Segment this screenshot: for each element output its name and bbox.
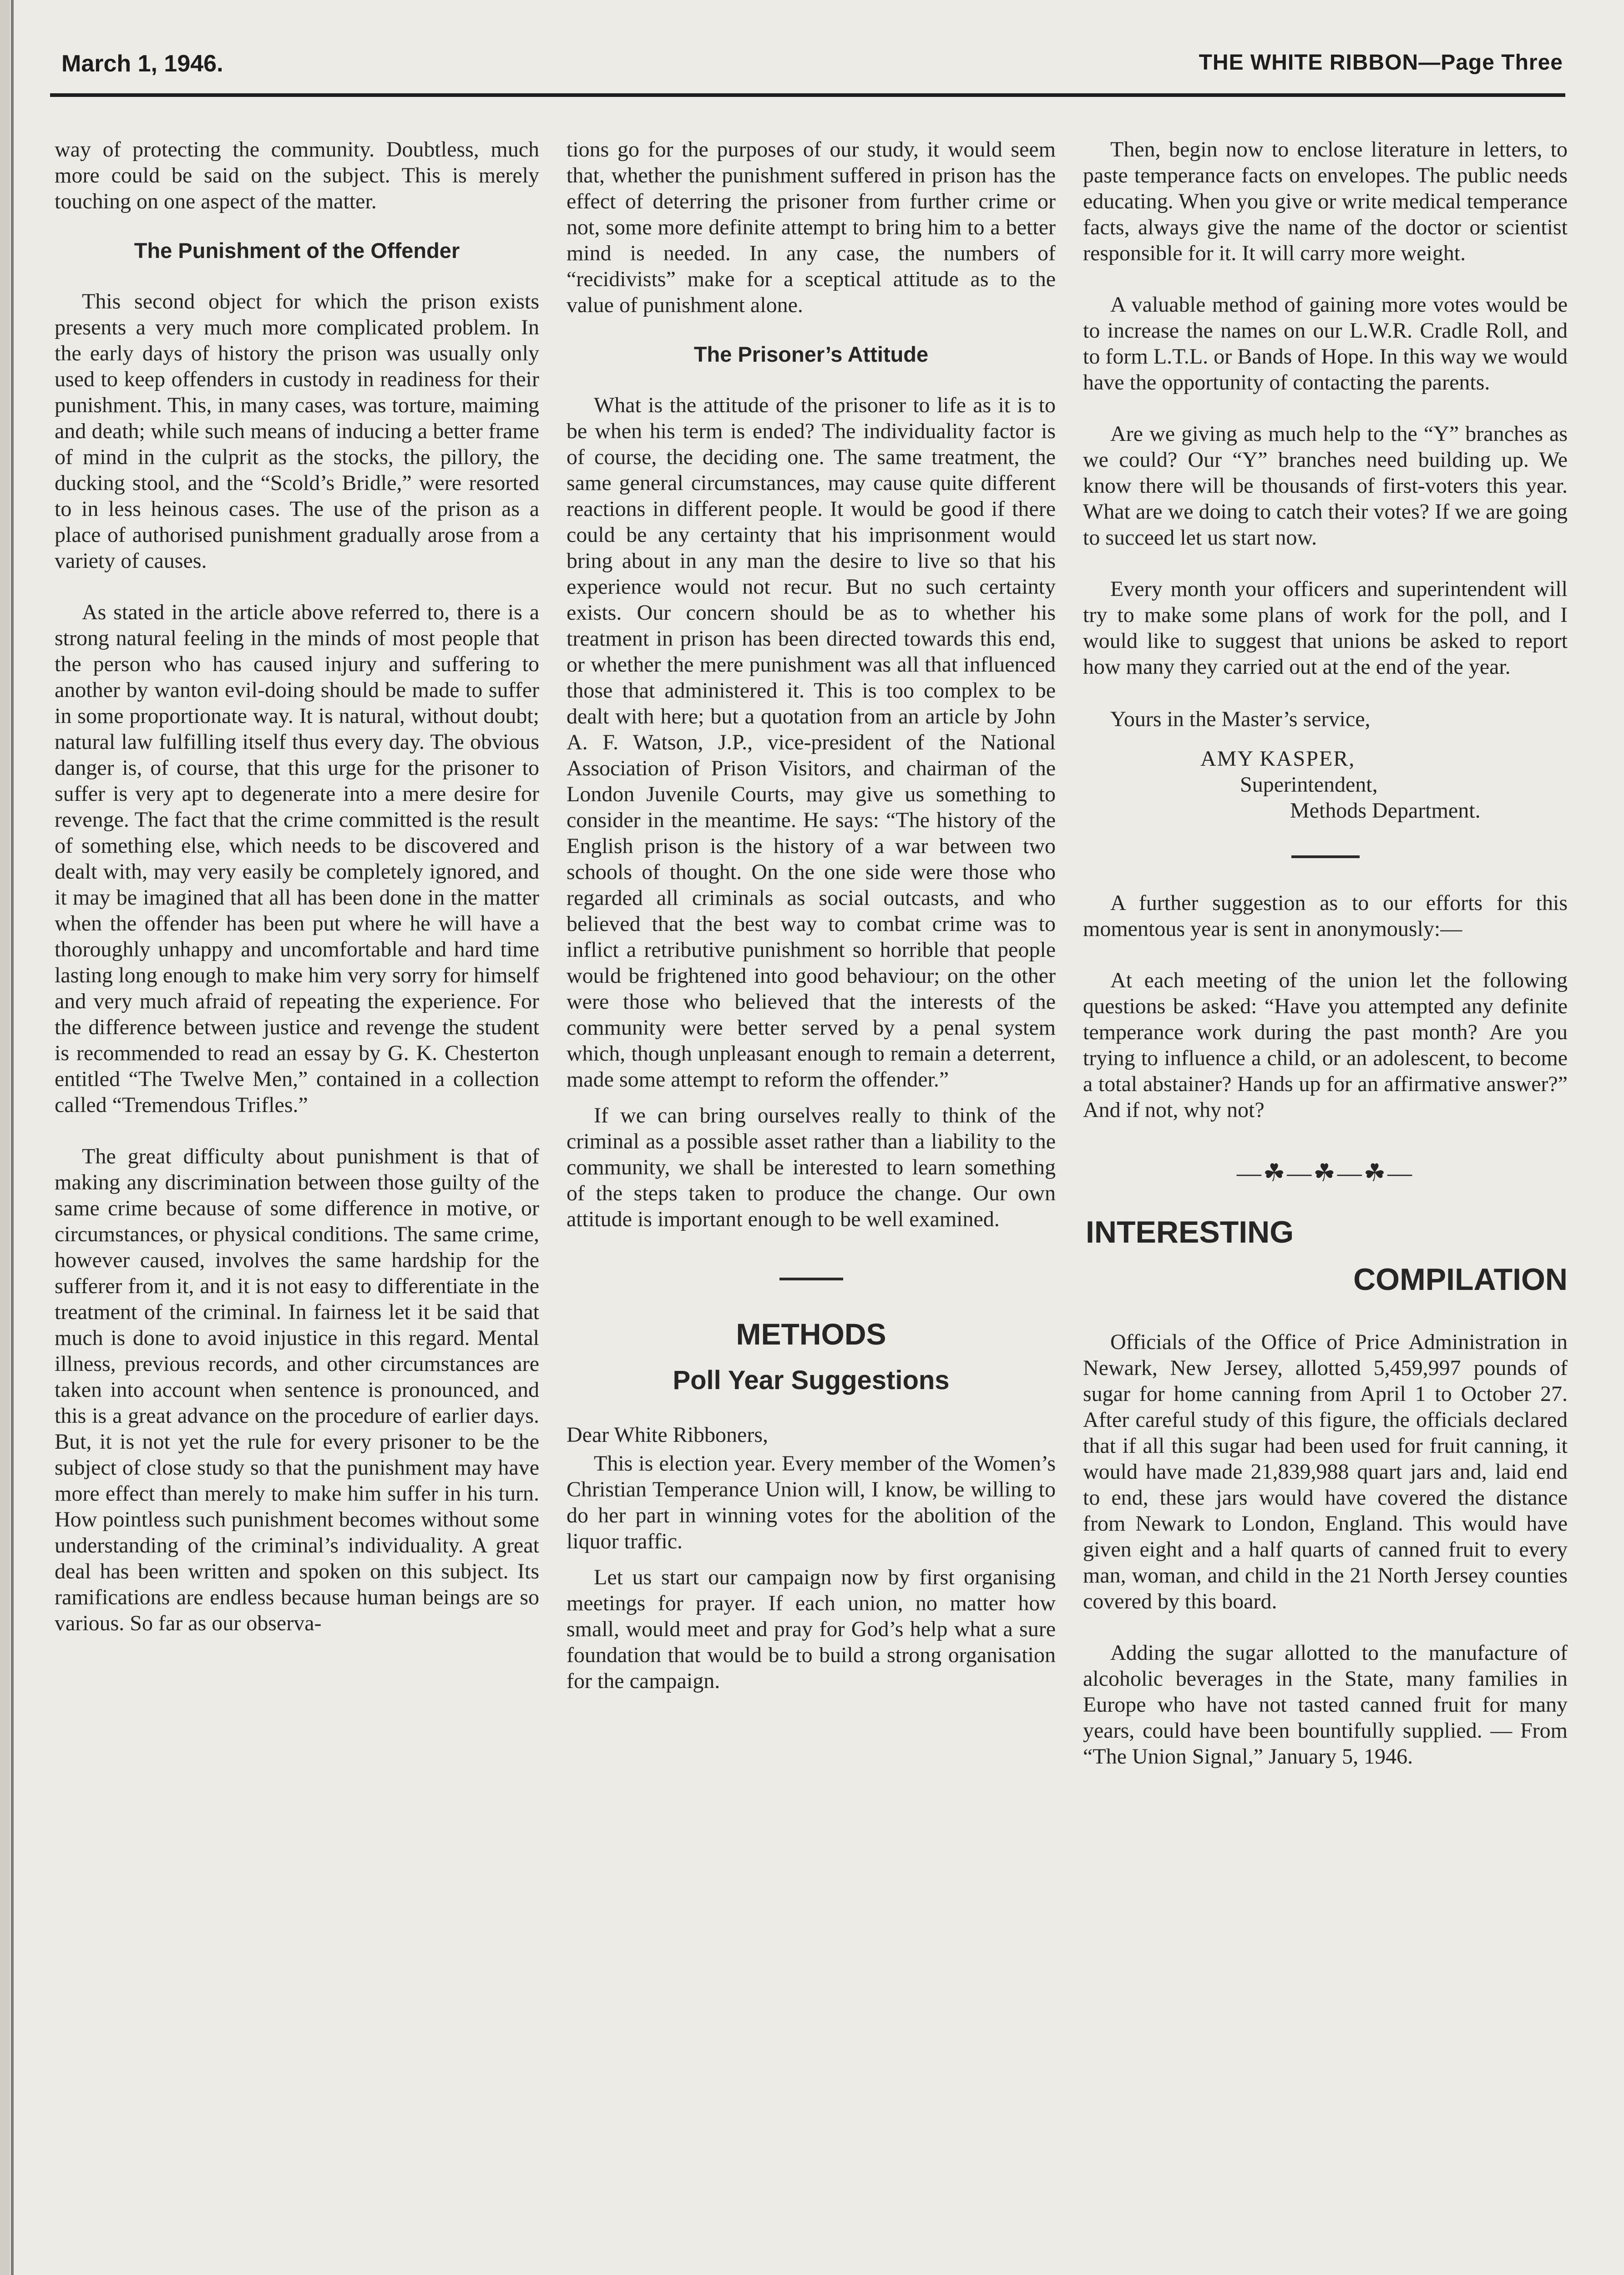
paragraph: way of protecting the community. Doubtless, much more could be said on the subject. This is merely touching on one aspect of the matter. bbox=[55, 137, 539, 213]
paragraph: A valuable method of gaining more votes would be to increase the names on our L.W.R. Cradle Roll, and to form L.T.L. or Bands of Hope. In this way we would have the opportunity of contacting the parents. bbox=[1083, 293, 1568, 394]
paragraph: If we can bring ourselves really to think of the criminal as a possible asset rather than a liability to the community, we shall be interested to learn something of the steps taken to produce the change. Our own attitude is important enough to be well examined. bbox=[567, 1103, 1056, 1231]
paragraph: At each meeting of the union let the following questions be asked: “Have you attempted any definite temperance work during the past month? Are you trying to influence a child, or an adolescent, to become a total abstainer? Hands up for an affirmative answer?” And if not, why not? bbox=[1083, 968, 1568, 1122]
paragraph: Adding the sugar allotted to the manufacture of alcoholic beverages in the State, many families in Europe who have not tasted canned fruit for many years, could have been bountifully supplied. — From “The Union Signal,” January 5, 1946. bbox=[1083, 1641, 1568, 1769]
header-rule bbox=[50, 93, 1565, 97]
methods-heading: METHODS bbox=[736, 1317, 886, 1351]
section-divider bbox=[779, 1278, 843, 1280]
signature-closing: Yours in the Master’s service, bbox=[1110, 707, 1371, 731]
page-header bbox=[61, 50, 1563, 100]
signature-title: Superintendent, bbox=[1240, 773, 1378, 797]
salutation: Dear White Ribboners, bbox=[567, 1423, 768, 1447]
column-1 bbox=[55, 136, 539, 2275]
paragraph: Let us start our campaign now by first organising meetings for prayer. If each union, no matter how small, would meet and pray for God’s help what a sure foundation that would be to build a strong organisation for the campaign. bbox=[567, 1565, 1056, 1693]
issue-date: March 1, 1946. bbox=[61, 51, 223, 77]
page-edge bbox=[0, 0, 10, 2275]
poll-year-heading: Poll Year Suggestions bbox=[673, 1365, 950, 1395]
column-3 bbox=[1083, 136, 1568, 2275]
publication-title: THE WHITE RIBBON—Page Three bbox=[1199, 51, 1563, 75]
paragraph: Then, begin now to enclose literature in letters, to paste temperance facts on envelopes. The public needs educating. When you give or write medical temperance facts, always give the name of the doctor or scientist responsible for it. It will carry more weight. bbox=[1083, 137, 1568, 265]
paragraph: Every month your officers and superintendent will try to make some plans of work for the poll, and I would like to suggest that unions be asked to report how many they carried out at the end of the year. bbox=[1083, 577, 1568, 679]
signature-name: AMY KASPER, bbox=[1200, 747, 1356, 771]
compilation-heading-line-2: COMPILATION bbox=[1353, 1262, 1568, 1297]
section-heading-prisoner-attitude: The Prisoner’s Attitude bbox=[693, 342, 929, 366]
compilation-heading-line-1: INTERESTING bbox=[1086, 1215, 1294, 1249]
paragraph: Officials of the Office of Price Administration in Newark, New Jersey, allotted 5,459,997 pounds of sugar for home canning from April 1 to October 27. After careful study of this figure, the officials declared that if all this sugar had been used for fruit canning, it would have made 21,839,988 quart jars and, laid end to end, these jars would have covered the distance from Newark to London, England. This would have given eight and a half quarts of canned fruit to every man, woman, and child in the 21 North Jersey counties covered by this board. bbox=[1083, 1330, 1568, 1613]
paragraph: What is the attitude of the prisoner to life as it is to be when his term is ended? The individuality factor is of course, the deciding one. The same treatment, the same general circumstances, may cause quite different reactions in different people. It would be good if there could be any certainty that his imprisonment would bring about in any man the desire to live so that his experience would not recur. But no such certainty exists. Our concern should be as to whether his treatment in prison has been directed towards this end, or whether the mere punishment was all that influenced those that administered it. This is too complex to be dealt with here; but a quotation from an article by John A. F. Watson, J.P., vice-president of the National Association of Prison Visitors, and chairman of the London Juvenile Courts, may give us something to consider in the meantime. He says: “The history of the English prison is the history of a war between two schools of thought. On the one side were those who regarded all criminals as social outcasts, and who believed that the best way to combat crime was to inflict a retributive punishment so horrible that people would be frightened into good behaviour; on the other were those who believed that the interests of the community were better served by a penal system which, though unpleasant enough to remain a deterrent, made some attempt to reform the offender.” bbox=[567, 393, 1056, 1092]
paragraph: As stated in the article above referred to, there is a strong natural feeling in the minds of most people that the person who has caused injury and suffering to another by wanton evil-doing should be made to suffer in some proportionate way. It is natural, without doubt; natural law fulfilling itself thus every day. The obvious danger is, of course, that this urge for the prisoner to suffer is very apt to degenerate into a mere desire for revenge. The fact that the crime committed is the result of something else, which needs to be discovered and dealt with, may very easily be completely ignored, and it may be imagined that all has been done in the matter when the offender has been put where he will have a thoroughly unhappy and uncomfortable and hard time lasting long enough to make him very sorry for himself and very much afraid of repeating the experience. For the difference between justice and revenge the student is recommended to read an essay by G. K. Chesterton entitled “The Twelve Men,” contained in a collection called “Tremendous Trifles.” bbox=[55, 600, 539, 1117]
paragraph: This second object for which the prison exists presents a very much more complicated problem. In the early days of history the prison was usually only used to keep offenders in custody in readiness for their punishment. This, in many cases, was torture, maiming and death; while such means of inducing a better frame of mind in the culprit as the stocks, the pillory, the ducking stool, and the “Scold’s Bridle,” were resorted to in less heinous cases. The use of the prison as a place of authorised punishment gradually arose from a variety of causes. bbox=[55, 289, 539, 573]
page-binding-line bbox=[11, 0, 14, 2275]
ornament-divider: —☘—☘—☘— bbox=[1236, 1159, 1414, 1187]
paragraph: The great difficulty about punishment is that of making any discrimination between those guilty of the same crime because of some difference in motive, or circumstances, or physical conditions. The same crime, however caused, involves the same hardship for the sufferer from it, and it is not easy to differentiate in the treatment of the criminal. In fairness let it be said that much is done to avoid injustice in this regard. Mental illness, previous records, and other circumstances are taken into account when sentence is pronounced, and this is a great advance on the procedure of earlier days. But, it is not yet the rule for every prisoner to be the subject of close study so that the punishment may have more effect than merely to make him suffer in his turn. How pointless such punishment becomes without some understanding of the criminal’s individuality. A great deal has been written and spoken on this subject. Its ramifications are endless because human beings are so various. So far as our observa- bbox=[55, 1144, 539, 1635]
signature-department: Methods Department. bbox=[1290, 799, 1481, 823]
section-heading-punishment: The Punishment of the Offender bbox=[134, 238, 460, 263]
paragraph: A further suggestion as to our efforts for this momentous year is sent in anonymously:— bbox=[1083, 891, 1568, 941]
paragraph: This is election year. Every member of the Women’s Christian Temperance Union will, I know, be willing to do her part in winning votes for the abolition of the liquor traffic. bbox=[567, 1451, 1056, 1553]
section-divider bbox=[1291, 855, 1360, 858]
paragraph: tions go for the purposes of our study, it would seem that, whether the punishment suffered in prison has the effect of deterring the prisoner from further crime or not, some more definite attempt to bring him to a better mind is needed. In any case, the numbers of “recidivists” make for a sceptical attitude as to the value of punishment alone. bbox=[567, 137, 1056, 317]
column-2 bbox=[567, 136, 1056, 2275]
paragraph: Are we giving as much help to the “Y” branches as we could? Our “Y” branches need building up. We know there will be thousands of first-voters this year. What are we doing to catch their votes? If we are going to succeed let us start now. bbox=[1083, 422, 1568, 550]
